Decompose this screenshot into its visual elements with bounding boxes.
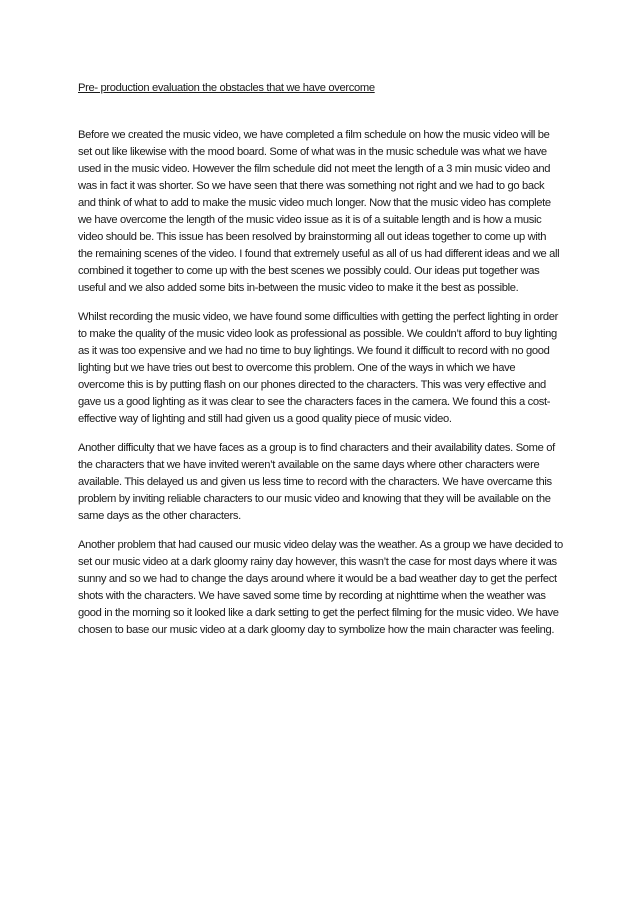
paragraph-lighting-issue: Whilst recording the music video, we have found some difficulties with getting the perfect lighting in order to make the quality of the music video look as professional as possible. We couldn’t afford to buy lighting as it was too expensive and we had no time to buy lightings. We found it difficult to record with no good lighting but we have tries out best to overcome this problem. One of the ways in which we have overcome this is by putting flash on our phones directed to the characters. This was very effective and gave us a good lighting as it was clear to see the characters faces in the camera. We found this a cost-effective way of lighting and still had given us a good quality piece of music video. <box>78 311 558 425</box>
document-body <box>78 127 563 651</box>
paragraph-weather-issue: Another problem that had caused our music video delay was the weather. As a group we have decided to set our music video at a dark gloomy rainy day however, this wasn’t the case for most days where it was sunny and so we had to change the days around where it would be a bad weather day to get the perfect shots with the characters. We have saved some time by recording at nighttime when the weather was good in the morning so it looked like a dark setting to get the perfect filming for the music video. We have chosen to base our music video at a dark gloomy day to symbolize how the main character was feeling. <box>78 539 563 636</box>
paragraph-availability-issue: Another difficulty that we have faces as a group is to find characters and their availability dates. Some of the characters that we have invited weren’t available on the same days where other characters were available. This delayed us and given us less time to record with the characters. We have overcame this problem by inviting reliable characters to our music video and knowing that they will be available on the same days as the other characters. <box>78 442 555 522</box>
paragraph-length-issue: Before we created the music video, we have completed a film schedule on how the music video will be set out like likewise with the mood board. Some of what was in the music schedule was what we have used in the music video. However the film schedule did not meet the length of a 3 min music video and was in fact it was shorter. So we have seen that there was something not right and we had to go back and think of what to add to make the music video much longer. Now that the music video has complete we have overcome the length of the music video issue as it is of a suitable length and is how a music video should be. This issue has been resolved by brainstorming all out ideas together to come up with the remaining scenes of the video. I found that extremely useful as all of us had different ideas and we all combined it together to come up with the best scenes we possibly could. Our ideas put together was useful and we also added some bits in-between the music video to make it the best as possible. <box>78 129 560 294</box>
document-title: Pre- production evaluation the obstacles that we have overcome <box>78 82 375 94</box>
